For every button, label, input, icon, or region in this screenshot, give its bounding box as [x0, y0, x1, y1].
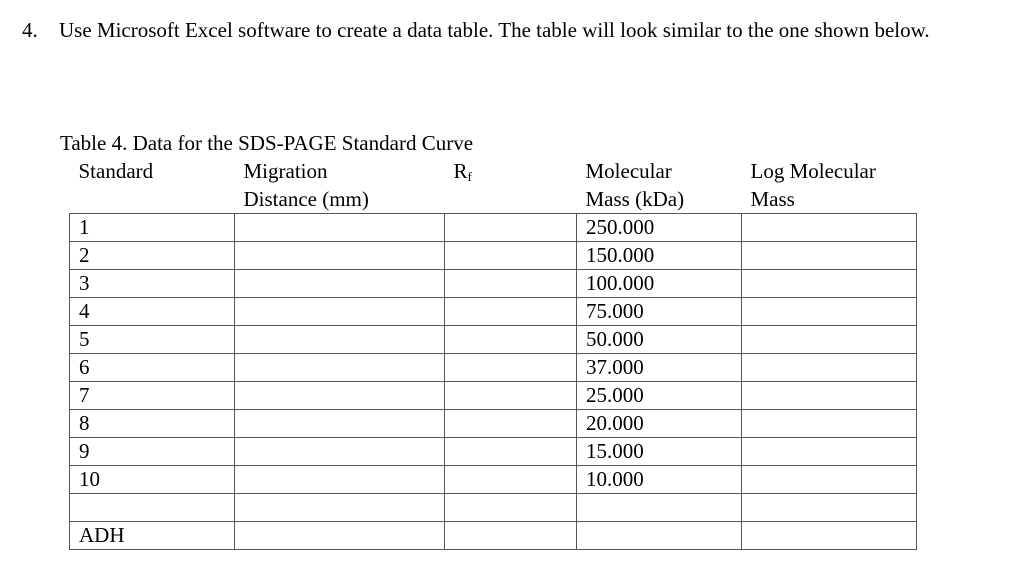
header-log-molecular-mass — [742, 156, 917, 214]
cell-log-mass — [742, 326, 917, 354]
cell-standard: 2 — [70, 242, 235, 270]
cell-rf — [445, 298, 577, 326]
cell-mass — [577, 494, 742, 522]
table-row — [70, 382, 917, 410]
header-mass-line2: Mass (kDa) — [585, 187, 685, 211]
cell-rf — [445, 466, 577, 494]
cell-standard — [70, 494, 235, 522]
cell-migration — [235, 410, 445, 438]
table-row — [70, 298, 917, 326]
cell-rf — [445, 438, 577, 466]
cell-standard: 6 — [70, 354, 235, 382]
table-row — [70, 214, 917, 242]
cell-log-mass — [742, 438, 917, 466]
header-rf-subscript: f — [467, 169, 472, 184]
header-rf-main: R — [453, 159, 468, 183]
header-rf — [445, 156, 577, 214]
header-log-line2: Mass — [750, 187, 795, 211]
cell-log-mass — [742, 466, 917, 494]
cell-rf — [445, 242, 577, 270]
cell-migration — [235, 466, 445, 494]
cell-log-mass — [742, 214, 917, 242]
cell-standard: 1 — [70, 214, 235, 242]
table-row — [70, 410, 917, 438]
cell-migration — [235, 270, 445, 298]
header-migration-line2: Distance (mm) — [243, 187, 369, 211]
cell-standard: ADH — [70, 522, 235, 550]
cell-log-mass — [742, 270, 917, 298]
header-migration-distance — [235, 156, 445, 214]
cell-mass: 50.000 — [577, 326, 742, 354]
table-row — [70, 354, 917, 382]
cell-log-mass — [742, 410, 917, 438]
cell-rf — [445, 270, 577, 298]
cell-log-mass — [742, 242, 917, 270]
table-header-row — [70, 156, 917, 214]
question-text: Use Microsoft Excel software to create a data table. The table will look similar to the one shown below. — [59, 18, 930, 42]
cell-mass: 100.000 — [577, 270, 742, 298]
table-row-adh — [70, 522, 917, 550]
header-standard-line1: Standard — [78, 159, 154, 183]
cell-rf — [445, 494, 577, 522]
cell-rf — [445, 354, 577, 382]
cell-log-mass — [742, 354, 917, 382]
header-log-line1: Log Molecular — [750, 159, 876, 183]
sds-page-data-table — [69, 156, 917, 550]
table-row — [70, 466, 917, 494]
data-table-container — [69, 156, 917, 550]
cell-migration — [235, 382, 445, 410]
cell-mass: 15.000 — [577, 438, 742, 466]
cell-migration — [235, 214, 445, 242]
header-standard — [70, 156, 235, 214]
cell-mass: 20.000 — [577, 410, 742, 438]
cell-standard: 5 — [70, 326, 235, 354]
header-mass-line1: Molecular — [585, 159, 672, 183]
cell-mass: 250.000 — [577, 214, 742, 242]
table-row-blank — [70, 494, 917, 522]
table-row — [70, 438, 917, 466]
cell-log-mass — [742, 298, 917, 326]
table-row — [70, 270, 917, 298]
cell-mass: 150.000 — [577, 242, 742, 270]
table-caption: Table 4. Data for the SDS-PAGE Standard Curve — [60, 131, 474, 155]
question-number: 4. — [22, 18, 38, 42]
cell-mass: 37.000 — [577, 354, 742, 382]
cell-rf — [445, 522, 577, 550]
cell-mass: 10.000 — [577, 466, 742, 494]
cell-migration — [235, 522, 445, 550]
cell-standard: 4 — [70, 298, 235, 326]
cell-standard: 10 — [70, 466, 235, 494]
cell-mass — [577, 522, 742, 550]
header-migration-line1: Migration — [243, 159, 328, 183]
cell-log-mass — [742, 494, 917, 522]
cell-mass: 25.000 — [577, 382, 742, 410]
cell-rf — [445, 382, 577, 410]
cell-log-mass — [742, 382, 917, 410]
cell-standard: 9 — [70, 438, 235, 466]
cell-standard: 3 — [70, 270, 235, 298]
cell-standard: 8 — [70, 410, 235, 438]
cell-migration — [235, 354, 445, 382]
cell-migration — [235, 438, 445, 466]
table-row — [70, 326, 917, 354]
question-item — [22, 16, 1012, 44]
cell-migration — [235, 242, 445, 270]
header-molecular-mass — [577, 156, 742, 214]
cell-rf — [445, 214, 577, 242]
cell-log-mass — [742, 522, 917, 550]
cell-standard: 7 — [70, 382, 235, 410]
table-row — [70, 242, 917, 270]
cell-mass: 75.000 — [577, 298, 742, 326]
cell-rf — [445, 410, 577, 438]
cell-rf — [445, 326, 577, 354]
cell-migration — [235, 298, 445, 326]
cell-migration — [235, 326, 445, 354]
cell-migration — [235, 494, 445, 522]
